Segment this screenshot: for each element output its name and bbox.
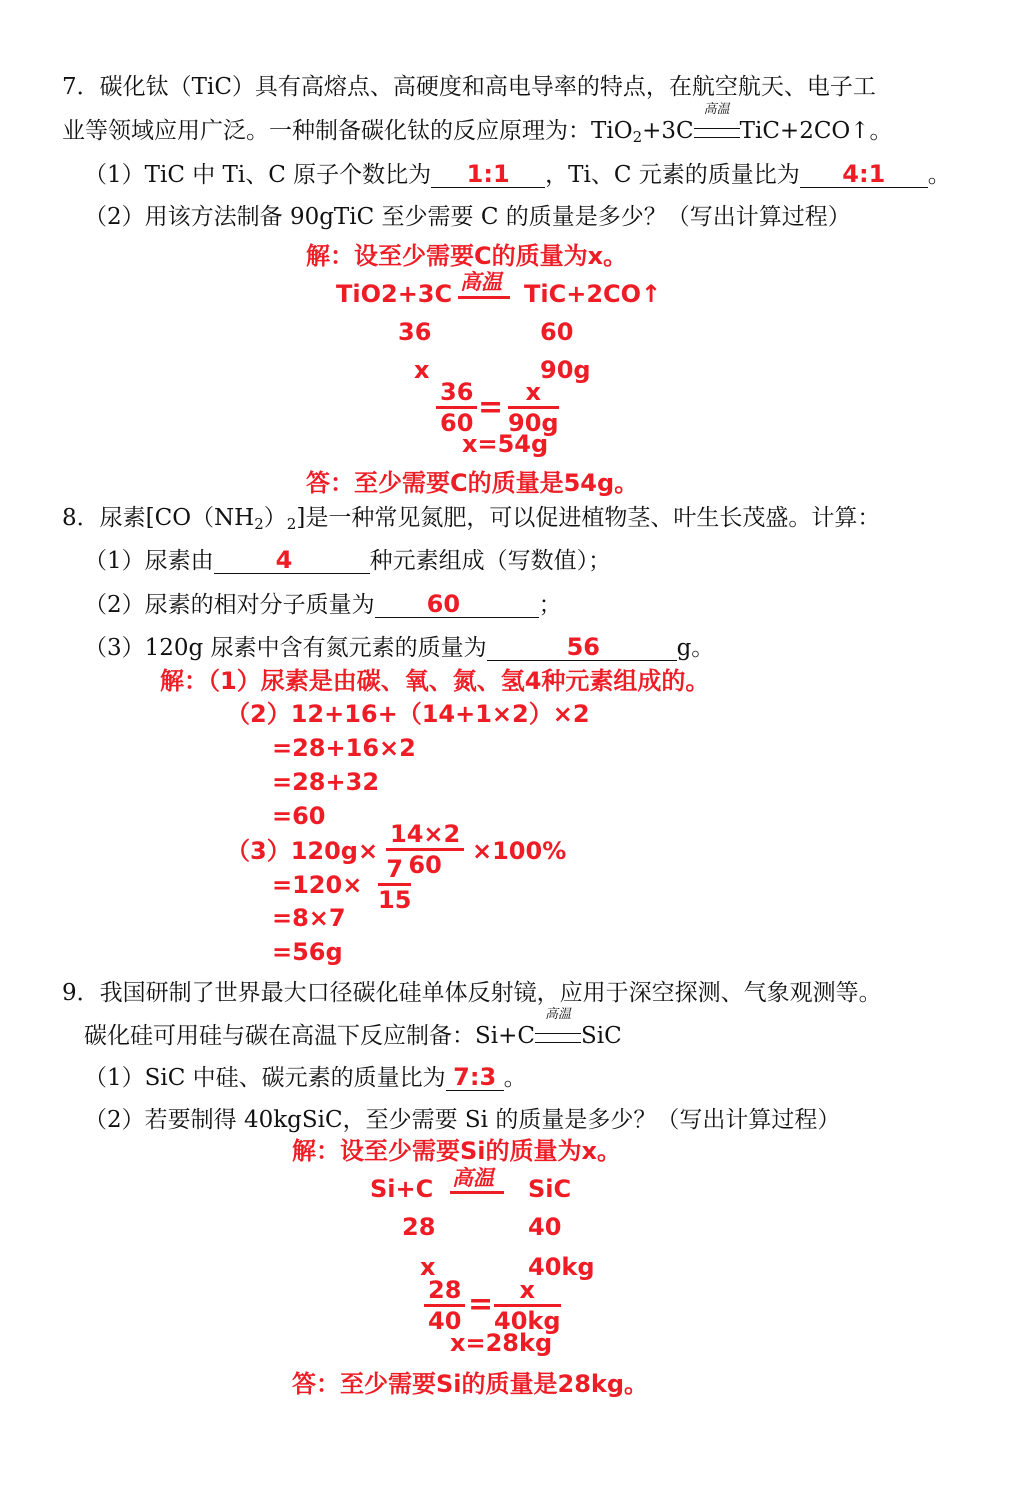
q9-part2 [84,1105,840,1135]
q9-text: （1）SiC 中硅、碳元素的质量比为 [84,1065,446,1091]
q8-text: 种元素组成（写数值）； [369,548,612,574]
q9-equals: = [468,1287,494,1322]
q7-text: ，Ti、C 元素的质量比为 [545,162,800,188]
q9-fraction-1-den: 40 [428,1307,462,1335]
q7-solution-intro: 解：设至少需要C的质量为x。 [306,242,628,270]
q8-solution-6: （3）120g× [226,837,379,865]
q8-answer-blank-3 [487,634,677,661]
q7-text: +3C [642,118,694,144]
q7-answer-2: 4:1 [842,160,886,188]
q9-value-1: x [420,1253,436,1281]
q8-fraction-1-den: 60 [408,851,442,879]
reaction-condition-sign [694,102,740,138]
q8-solution-9: =56g [272,938,343,966]
q9-solution-intro: 解：设至少需要Si的质量为x。 [292,1137,621,1165]
q8-answer-blank-1 [214,547,370,574]
subscript: 2 [286,515,297,533]
q7-text: （2）用该方法制备 90gTiC 至少需要 C 的质量是多少？（写出计算过程） [84,204,851,230]
q8-text: ； [538,592,562,618]
q9-equation-right: SiC [528,1175,572,1203]
q8-answer-2: 60 [426,590,461,618]
q9-mass-2: 40 [528,1213,562,1241]
q9-equation-bar [450,1191,504,1194]
q7-equation-condition: 高温 [460,270,502,294]
q8-text: （2）尿素的相对分子质量为 [84,592,375,618]
q7-fraction-2-num: x [508,378,559,409]
q9-text: SiC [580,1023,622,1049]
q8-text: ]是一种常见氮肥，可以促进植物茎、叶生长茂盛。计算： [296,505,881,531]
reaction-condition: 高温 [544,1007,571,1022]
q8-solution-1: 解：（1）尿素是由碳、氧、氮、氢4种元素组成的。 [160,667,710,695]
subscript: 2 [632,128,643,146]
q8-solution-5: =60 [272,802,326,830]
q8-line1 [62,503,880,539]
q8-answer-blank-2 [375,591,539,618]
q9-fraction-2 [494,1276,561,1335]
q7-line2 [62,102,893,152]
q8-solution-2: （2）12+16+（14+1×2）×2 [226,700,590,728]
q9-equation-condition: 高温 [452,1166,494,1190]
q8-solution-6b: ×100% [472,837,567,865]
reaction-condition: 高温 [703,102,730,117]
q9-line2 [84,1007,622,1051]
q9-mass-1: 28 [402,1213,436,1241]
q8-fraction-1-num: 14×2 [386,820,464,851]
q8-fraction-2-den: 15 [378,886,412,914]
q7-mass-1: 36 [398,318,432,346]
q7-equation-bar [458,296,510,299]
q9-fraction-1 [424,1276,465,1335]
q7-answer-blank-2 [800,161,928,188]
q8-text: ） [263,505,287,531]
q8-part3 [84,633,714,663]
q7-mass-2: 60 [540,318,574,346]
q7-text: （1）TiC 中 Ti、C 原子个数比为 [84,162,432,188]
q9-result: x=28kg [450,1329,553,1357]
q7-fraction-2-den: 90g [508,409,559,437]
q8-answer-3: 56 [566,633,600,661]
q7-text: 7．碳化钛（TiC）具有高熔点、高硬度和高电导率的特点，在航空航天、电子工 [62,74,876,100]
q9-part1 [84,1063,527,1093]
q9-text: 9．我国研制了世界最大口径碳化硅单体反射镜，应用于深空探测、气象观测等。 [62,980,882,1006]
q9-answer-blank-1 [446,1064,504,1091]
q8-part1 [84,546,611,576]
q8-text: （1）尿素由 [84,548,214,574]
q7-answer-blank-1 [431,161,545,188]
q9-answer: 答：至少需要Si的质量是28kg。 [292,1370,649,1398]
q8-solution-7: =120× [272,871,363,899]
q9-equation-left: Si+C [370,1175,434,1203]
q9-fraction-2-den: 40kg [494,1307,561,1335]
q9-line1 [62,978,882,1008]
q9-text: 碳化硅可用硅与碳在高温下反应制备：Si+C [84,1023,535,1049]
q8-fraction-2 [378,855,411,914]
q7-equation-right: TiC+2CO↑ [524,280,662,308]
q7-value-2: 90g [540,356,591,384]
q7-result: x=54g [462,430,549,458]
q7-answer: 答：至少需要C的质量是54g。 [306,469,639,497]
q8-text: 8．尿素[CO（NH [62,505,255,531]
q8-fraction-2-num: 7 [378,855,411,886]
q8-text: g。 [676,635,715,661]
q9-text: 。 [503,1065,527,1091]
q8-solution-3: =28+16×2 [272,734,416,762]
q7-part1 [84,160,951,190]
subscript: 2 [254,515,264,533]
q7-equation-left: TiO2+3C [336,280,453,308]
q7-value-1: x [414,356,430,384]
q7-fraction-1-den: 60 [440,409,474,437]
q9-fraction-2-num: x [494,1276,561,1307]
q8-solution-8: =8×7 [272,904,346,932]
q7-text: 。 [927,162,951,188]
q9-value-2: 40kg [528,1253,595,1281]
q8-part2 [84,590,562,620]
q9-fraction-1-num: 28 [424,1276,465,1307]
q8-text: （3）120g 尿素中含有氮元素的质量为 [84,635,487,661]
q8-solution-4: =28+32 [272,768,380,796]
q7-text: TiC+2CO↑。 [739,118,893,144]
q8-answer-1: 4 [275,546,293,574]
q9-answer-1: 7:3 [453,1063,497,1091]
q7-answer-1: 1:1 [466,160,510,188]
q7-fraction-1-num: 36 [436,378,477,409]
q7-line1 [62,72,876,102]
q7-text: 业等领域应用广泛。一种制备碳化钛的反应原理为：TiO [62,118,633,144]
q9-text: （2）若要制得 40kgSiC，至少需要 Si 的质量是多少？（写出计算过程） [84,1107,841,1133]
reaction-condition-sign [535,1007,581,1043]
q7-equals: = [478,390,504,425]
q7-part2 [84,202,851,232]
